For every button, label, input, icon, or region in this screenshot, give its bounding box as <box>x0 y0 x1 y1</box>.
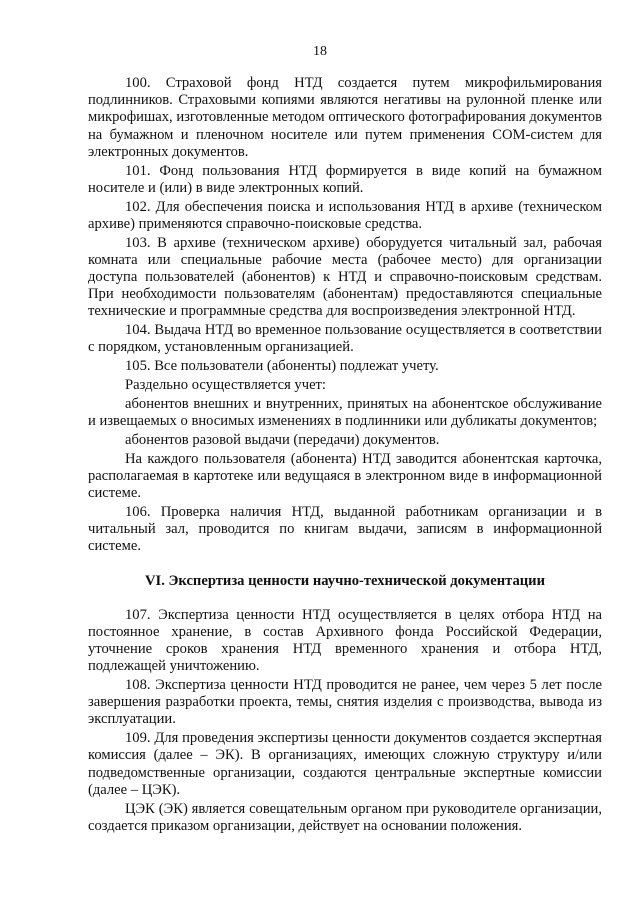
paragraph-107: 107. Экспертиза ценности НТД осуществляется в целях отбора НТД на постоянное хранение, в состав Архивного фонда Российской Федерации, уточнение сроков хранения НТД временного хранения и отбора НТД, подлежащей уничтожению. <box>88 606 602 675</box>
paragraph-109: 109. Для проведения экспертизы ценности документов создается экспертная комиссия (далее – ЭК). В организациях, имеющих сложную структуру и/или подведомственные организации, создаются центральные экспертные комиссии (далее – ЦЭК). <box>88 730 602 798</box>
paragraph-101: 101. Фонд пользования НТД формируется в виде копий на бумажном носителе и (или) в виде электронных копий. <box>88 162 602 196</box>
paragraph-external-internal-subscribers: абонентов внешних и внутренних, принятых на абонентское обслуживание и извещаемых о вносимых изменениях в подлинники или дубликаты документов; <box>88 395 602 430</box>
paragraph-106: 106. Проверка наличия НТД, выданной работникам организации и в читальный зал, проводится по книгам выдачи, записям в информационной системе. <box>88 503 602 555</box>
paragraph-separate-accounting: Раздельно осуществляется учет: <box>125 377 326 394</box>
paragraph-102: 102. Для обеспечения поиска и использования НТД в архиве (техническом архиве) применяются справочно-поисковые средства. <box>88 198 602 232</box>
paragraph-one-time-subscribers: абонентов разовой выдачи (передачи) документов. <box>125 431 440 448</box>
paragraph-subscriber-card: На каждого пользователя (абонента) НТД заводится абонентская карточка, располагаемая в картотеке или ведущаяся в электронном виде в информационной системе. <box>88 450 602 502</box>
document-body <box>88 75 602 837</box>
paragraph-108: 108. Экспертиза ценности НТД проводится не ранее, чем через 5 лет после завершения разработки проекта, темы, снятия изделия с производства, вывода из эксплуатации. <box>88 677 602 728</box>
paragraph-cek: ЦЭК (ЭК) является совещательным органом при руководителе организации, создается приказом организации, действует на основании положения. <box>88 800 602 834</box>
page-number: 18 <box>313 44 327 59</box>
paragraph-104: 104. Выдача НТД во временное пользование осуществляется в соответствии с порядком, установленным организацией. <box>88 322 602 356</box>
paragraph-103: 103. В архиве (техническом архиве) оборудуется читальный зал, рабочая комната или специальные рабочие места (рабочее место) для организации доступа пользователей (абонентов) к НТД и справочно-поисковым средствам. При необходимости пользователям (абонентам) предоставляются специальные технические и программные средства для воспроизведения электронной НТД. <box>88 234 602 320</box>
paragraph-100: 100. Страховой фонд НТД создается путем микрофильмирования подлинников. Страховыми копиями являются негативы на рулонной пленке или микрофишах, изготовленные методом оптического фотографирования документов на бумажном и пленочном носителе или путем применения СОМ-систем для электронных документов. <box>88 75 602 160</box>
paragraph-105: 105. Все пользователи (абоненты) подлежат учету. <box>125 358 439 375</box>
section-heading: VI. Экспертиза ценности научно-технической документации <box>145 573 545 590</box>
